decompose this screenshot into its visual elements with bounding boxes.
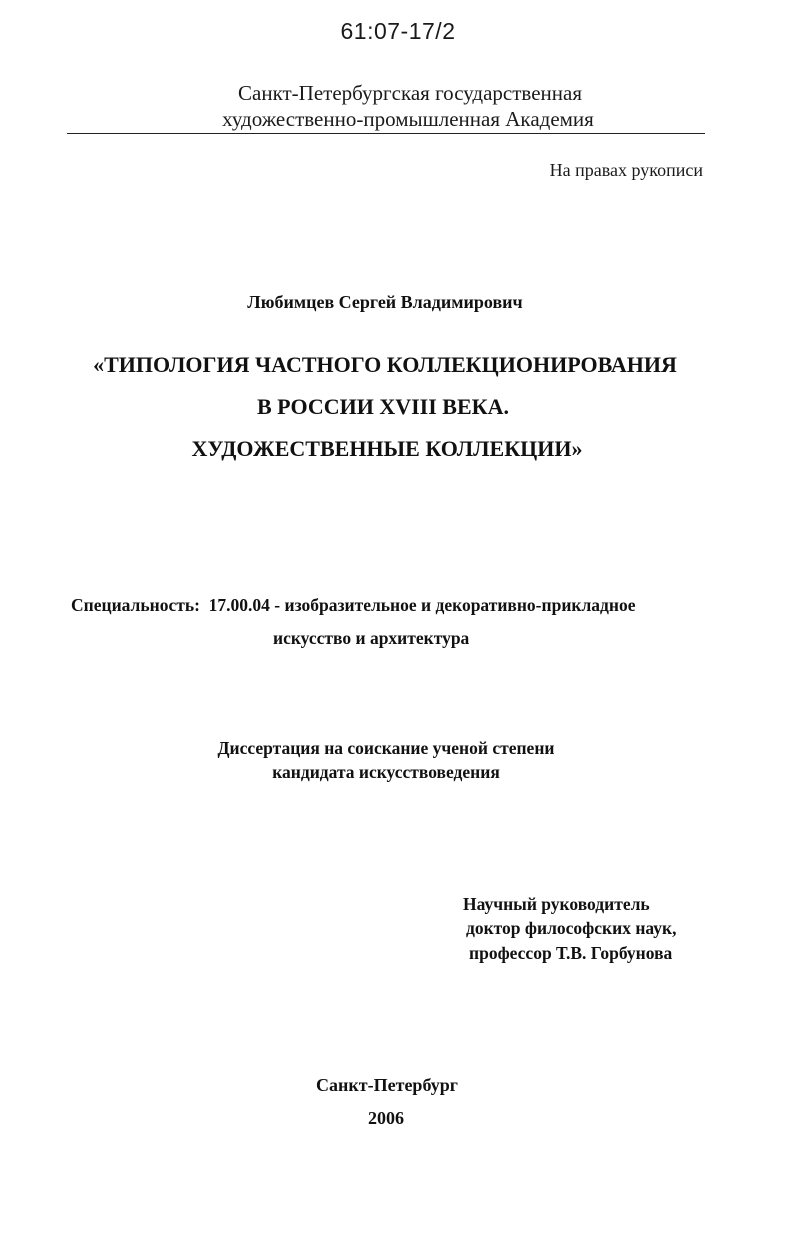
institution-line-2: художественно-промышленная Академия bbox=[222, 107, 594, 131]
supervisor-name: профессор Т.В. Горбунова bbox=[469, 943, 673, 963]
institution-line-1: Санкт-Петербургская государственная bbox=[238, 81, 582, 105]
catalog-number: 61:07-17/2 bbox=[340, 18, 456, 44]
specialty-line-2: искусство и архитектура bbox=[273, 628, 470, 648]
dissertation-line-1: Диссертация на соискание ученой степени bbox=[217, 738, 555, 758]
supervisor-degree: доктор философских наук, bbox=[466, 918, 677, 938]
year: 2006 bbox=[368, 1108, 404, 1128]
header-divider bbox=[67, 133, 705, 134]
title-line-1: «ТИПОЛОГИЯ ЧАСТНОГО КОЛЛЕКЦИОНИРОВАНИЯ bbox=[93, 352, 677, 377]
author-name: Любимцев Сергей Владимирович bbox=[247, 292, 523, 312]
specialty-line-1: Специальность: 17.00.04 - изобразительное и декоративно-прикладное bbox=[71, 595, 636, 615]
title-line-2: В РОССИИ XVIII ВЕКА. bbox=[256, 394, 509, 419]
city: Санкт-Петербург bbox=[316, 1075, 458, 1095]
supervisor-role: Научный руководитель bbox=[463, 894, 650, 914]
title-line-3: ХУДОЖЕСТВЕННЫЕ КОЛЛЕКЦИИ» bbox=[191, 436, 583, 461]
manuscript-rights: На правах рукописи bbox=[549, 160, 703, 180]
dissertation-line-2: кандидата искусствоведения bbox=[272, 762, 500, 782]
